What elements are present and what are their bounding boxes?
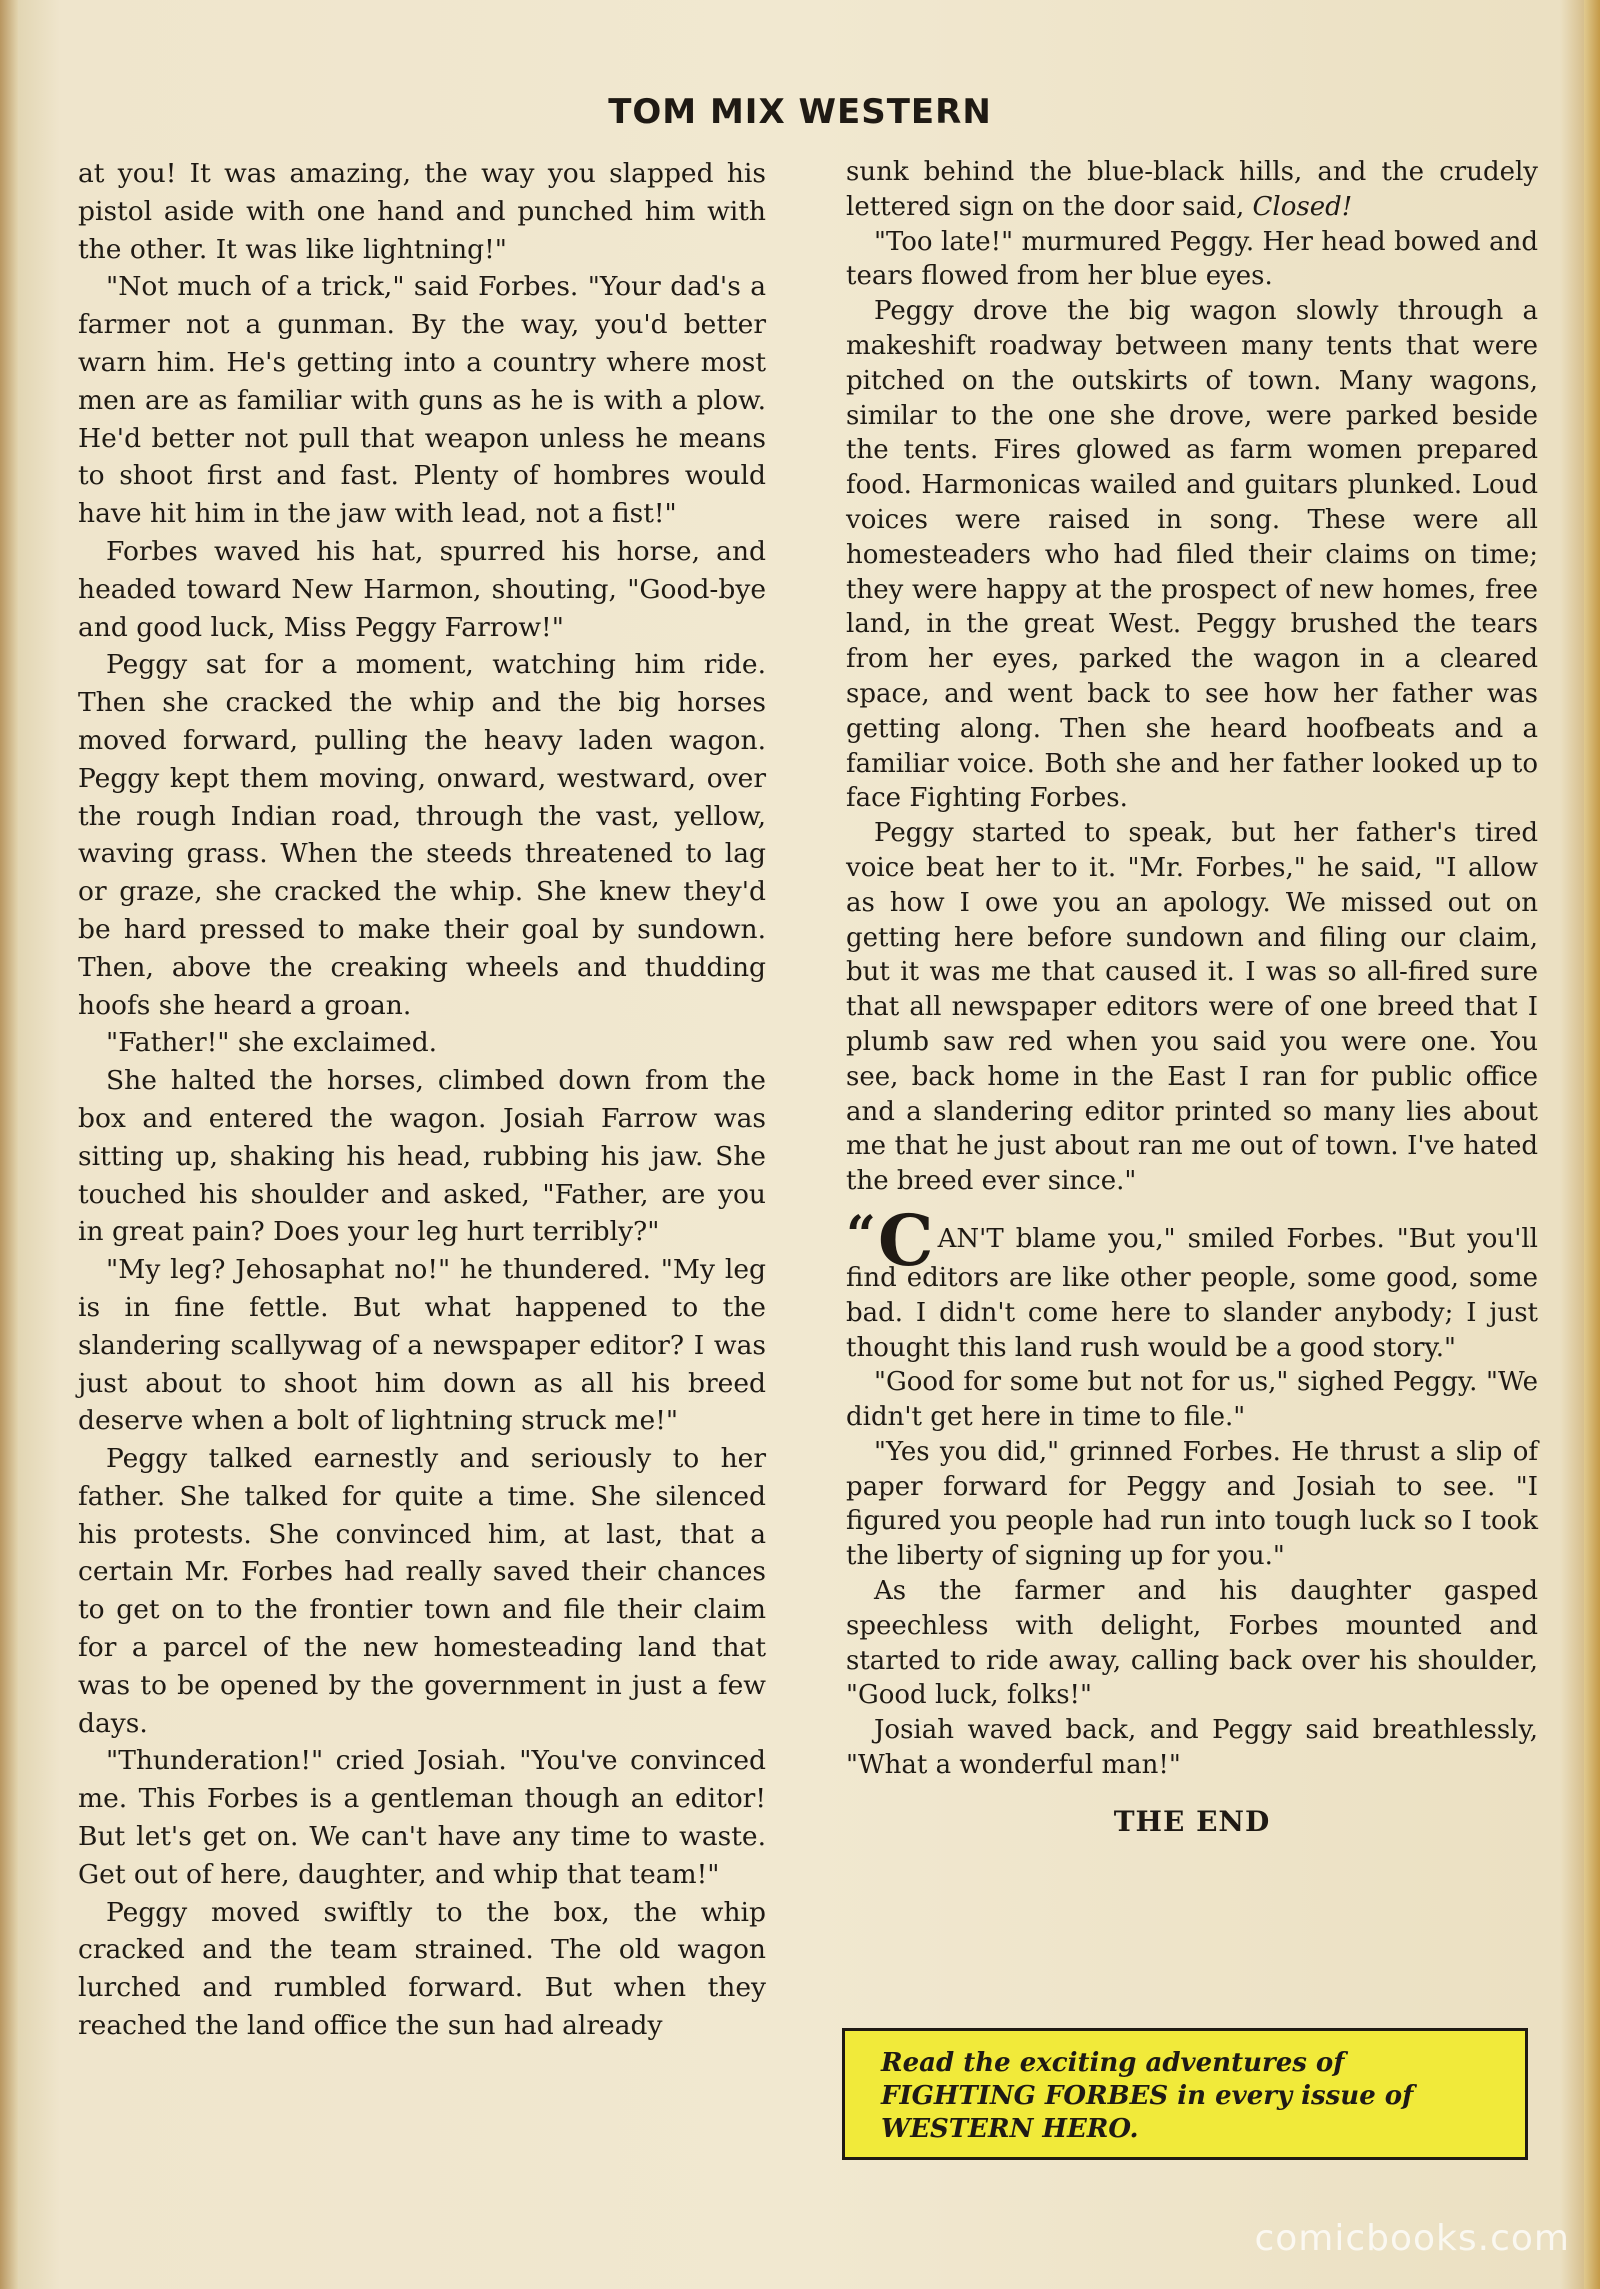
paragraph: "My leg? Jehosaphat no!" he thundered. "My leg is in fine fettle. But what happened to the slandering scallywag of a newspaper editor? I was just about to shoot him down as all his breed deserve when a bolt of lightning struck me!": [78, 1254, 766, 1437]
paragraph: Peggy sat for a moment, watching him ride. Then she cracked the whip and the big horses moved forward, pulling the heavy laden wagon. Peggy kept them moving, onward, westward, over the rough Indian road, through the vast, yellow, waving grass. When the steeds threatened to lag or graze, she cracked the whip. She knew they'd be hard pressed to make their goal by sundown. Then, above the creaking wheels and thudding hoofs she heard a groan.: [78, 649, 766, 1021]
binding-edge: [0, 0, 18, 2289]
paragraph-text: AN'T blame you," smiled Forbes. "But you'll find editors are like other people, some good, some bad. I didn't come here to slander anybody; I just thought this land rush would be a good story.": [846, 1223, 1538, 1363]
watermark: comicbooks.com: [1254, 2218, 1570, 2259]
paragraph: at you! It was amazing, the way you slapped his pistol aside with one hand and punched him with the other. It was like lightning!": [78, 158, 766, 265]
paragraph: "Too late!" murmured Peggy. Her head bowed and tears flowed from her blue eyes.: [846, 226, 1538, 292]
paragraph: "Good for some but not for us," sighed Peggy. "We didn't get here in time to file.": [846, 1367, 1538, 1433]
promo-text: Read the exciting adventures of FIGHTING FORBES in every issue of WESTERN HERO.: [881, 2048, 1414, 2144]
dropcap-paragraph: [846, 1198, 1538, 1365]
paragraph: "Yes you did," grinned Forbes. He thrust a slip of paper forward for Peggy and Josiah to see. "I figured you people had run into tough luck so I took the liberty of signing up for you.": [846, 1436, 1538, 1572]
paragraph: Peggy moved swiftly to the box, the whip cracked and the team strained. The old wagon lurched and rumbled forward. But when they reached the land office the sun had already: [78, 1896, 766, 2042]
page-right-edge: [1584, 0, 1600, 2289]
paragraph: As the farmer and his daughter gasped speechless with delight, Forbes mounted and started to ride away, calling back over his shoulder, "Good luck, folks!": [846, 1576, 1538, 1711]
paragraph: Josiah waved back, and Peggy said breathlessly, "What a wonderful man!": [846, 1715, 1538, 1781]
paragraph: "Not much of a trick," said Forbes. "Your dad's a farmer not a gunman. By the way, you'd better warn him. He's getting into a country where most men are as familiar with guns as he is with a plow. He'd better not pull that weapon unless he means to shoot first and fast. Plenty of hombres would have hit him in the jaw with lead, not a fist!": [78, 271, 766, 530]
paragraph: Peggy talked earnestly and seriously to her father. She talked for quite a time. She silenced his protests. She convinced him, at last, that a certain Mr. Forbes had really saved their chances to get on to the frontier town and file their claim for a parcel of the new homesteading land that was to be opened by the government in just a few days.: [78, 1443, 766, 1739]
paragraph: Peggy drove the big wagon slowly through a makeshift roadway between many tents that were pitched on the outskirts of town. Many wagons, similar to the one she drove, were parked beside the tents. Fires glowed as farm women prepared food. Harmonicas wailed and guitars plunked. Loud voices were raised in song. These were all homesteaders who had filed their claims on time; they were happy at the prospect of new homes, free land, in the great West. Peggy brushed the tears from her eyes, parked the wagon in a cleared space, and went back to see how her father was getting along. Then she heard hoofbeats and a familiar voice. Both she and her father looked up to face Fighting Forbes.: [846, 296, 1538, 814]
paragraph-text: sunk behind the blue-black hills, and the crudely lettered sign on the door said,: [846, 157, 1538, 222]
promo-box: [842, 2028, 1528, 2160]
paragraph: "Thunderation!" cried Josiah. "You've convinced me. This Forbes is a gentleman though an editor! But let's get on. We can't have any time to waste. Get out of here, daughter, and whip that team!": [78, 1745, 766, 1890]
page-header-title: TOM MIX WESTERN: [608, 92, 992, 132]
paragraph: Forbes waved his hat, spurred his horse, and headed toward New Harmon, shouting, "Good-bye and good luck, Miss Peggy Farrow!": [78, 535, 766, 643]
left-text-column: [78, 155, 766, 2045]
right-text-column: [846, 155, 1538, 1840]
paragraph: Peggy started to speak, but her father's tired voice beat her to it. "Mr. Forbes," he said, "I allow as how I owe you an apology. We missed out on getting here before sundown and filing our claim, but it was me that caused it. I was so all-fired sure that all newspaper editors were of one breed that I plumb saw red when you said you were one. You see, back home in the East I ran for public office and a slandering editor printed so many lies about me that he just about ran me out of town. I've hated the breed ever since.": [846, 818, 1538, 1197]
dropcap-quote: “: [846, 1204, 876, 1266]
sign-text: Closed!: [1252, 191, 1353, 222]
the-end-label: THE END: [1113, 1804, 1271, 1838]
paragraph: [846, 155, 1538, 225]
dropcap-letter: C: [877, 1198, 934, 1282]
paragraph: "Father!" she exclaimed.: [106, 1027, 438, 1059]
paragraph: She halted the horses, climbed down from the box and entered the wagon. Josiah Farrow was sitting up, shaking his head, rubbing his jaw. She touched his shoulder and asked, "Father, are you in great pain? Does your leg hurt terribly?": [78, 1065, 766, 1248]
